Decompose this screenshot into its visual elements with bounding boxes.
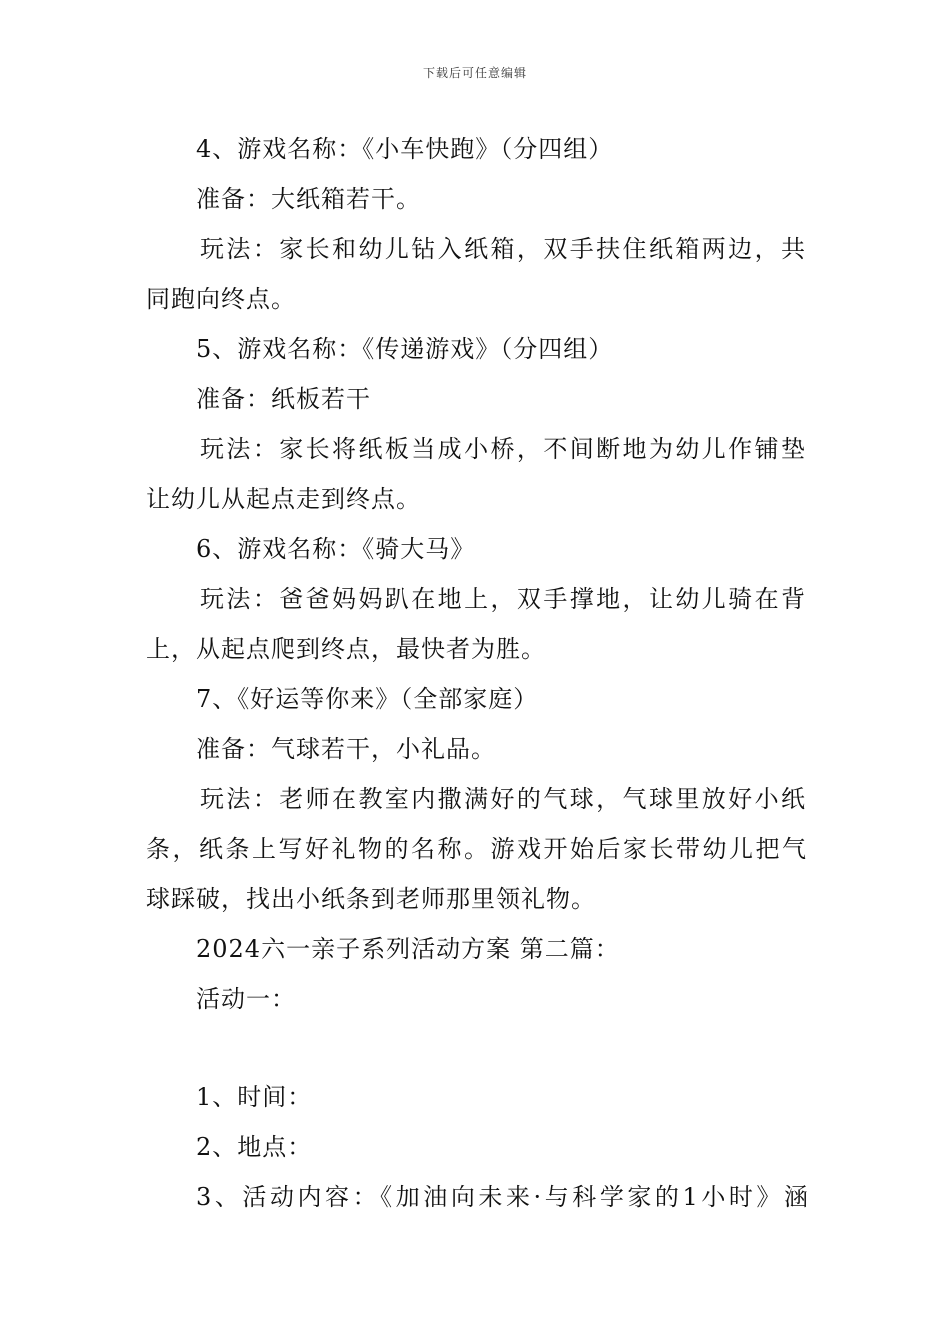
activity-location: 2、地点： [196,1133,313,1161]
game-7-title: 7、《好运等你来》（全部家庭） [196,685,539,713]
game-7-rules-line-1: 玩法：老师在教室内撒满好的气球，气球里放好小纸 [200,785,805,813]
game-6-title: 6、游戏名称：《骑大马》 [196,535,476,563]
game-4-prep: 准备：大纸箱若干。 [196,185,421,213]
game-4-title: 4、游戏名称：《小车快跑》（分四组） [196,135,614,163]
activity-time: 1、时间： [196,1083,313,1111]
game-4-rules-line-2: 同跑向终点。 [146,285,296,313]
activity-content: 3、活动内容：《加油向未来·与科学家的1小时》涵 [196,1183,808,1211]
game-5-rules-line-2: 让幼儿从起点走到终点。 [146,485,421,513]
game-7-rules-line-2: 条，纸条上写好礼物的名称。游戏开始后家长带幼儿把气 [146,835,806,863]
game-5-rules-line-1: 玩法：家长将纸板当成小桥，不间断地为幼儿作铺垫 [200,435,805,463]
section-title: 2024六一亲子系列活动方案 第二篇： [196,935,620,963]
game-5-title: 5、游戏名称：《传递游戏》（分四组） [196,335,614,363]
game-6-rules-line-1: 玩法：爸爸妈妈趴在地上，双手撑地，让幼儿骑在背 [200,585,805,613]
game-6-rules-line-2: 上，从起点爬到终点，最快者为胜。 [146,635,546,663]
page-header: 下载后可任意编辑 [422,66,527,80]
game-5-prep: 准备：纸板若干 [196,385,371,413]
game-7-prep: 准备：气球若干，小礼品。 [196,735,496,763]
game-4-rules-line-1: 玩法：家长和幼儿钻入纸箱，双手扶住纸箱两边，共 [200,235,805,263]
game-7-rules-line-3: 球踩破，找出小纸条到老师那里领礼物。 [146,885,596,913]
activity-one-heading: 活动一： [196,985,296,1013]
